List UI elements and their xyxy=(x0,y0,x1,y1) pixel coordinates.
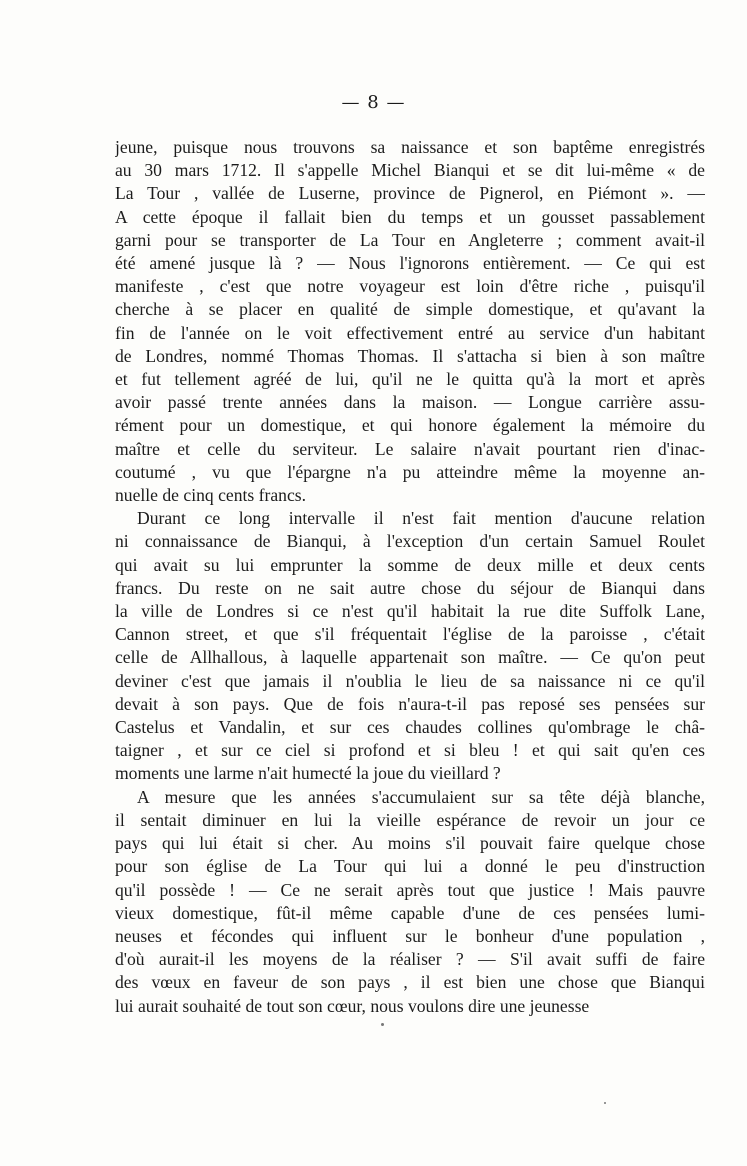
text-line: moments une larme n'ait humecté la joue du vieillard ? xyxy=(115,763,501,784)
text-line: jeune, puisque nous trouvons sa naissance et son baptême enregistrés xyxy=(115,137,705,157)
text-line: Durant ce long intervalle il n'est fait mention d'aucune relation xyxy=(137,508,705,529)
text-line: pays qui lui était si cher. Au moins s'il pouvait faire quelque chose xyxy=(115,833,705,854)
text-line: A mesure que les années s'accumulaient sur sa tête déjà blanche, xyxy=(137,786,705,807)
text-line: cherche à se placer en qualité de simple domestique, et qu'avant la xyxy=(115,299,705,320)
paragraph-3 xyxy=(115,786,705,1018)
text-line: la ville de Londres si ce n'est qu'il habitait la rue dite Suffolk Lane, xyxy=(115,601,705,622)
text-line: vieux domestique, fût-il même capable d'une de ces pensées lumi- xyxy=(115,902,705,923)
text-line: des vœux en faveur de son pays , il est bien une chose que Bianqui xyxy=(115,972,705,993)
text-line: manifeste , c'est que notre voyageur est loin d'être riche , puisqu'il xyxy=(115,276,705,297)
text-line: maître et celle du serviteur. Le salaire n'avait pourtant rien d'inac- xyxy=(115,438,705,459)
ink-speck xyxy=(604,1102,606,1104)
body-text xyxy=(115,136,705,1018)
text-line: deviner c'est que jamais il n'oublia le lieu de sa naissance ni ce qu'il xyxy=(115,670,705,691)
text-line: d'où aurait-il les moyens de la réaliser ? — S'il avait suffi de faire xyxy=(115,949,705,970)
text-line: il sentait diminuer en lui la vieille espérance de revoir un jour ce xyxy=(115,809,705,830)
text-line: Castelus et Vandalin, et sur ces chaudes collines qu'ombrage le châ- xyxy=(115,717,705,738)
text-line: La Tour , vallée de Luserne, province de Pignerol, en Piémont ». — xyxy=(115,183,705,204)
text-line: garni pour se transporter de La Tour en Angleterre ; comment avait-il xyxy=(115,229,705,250)
text-line: avoir passé trente années dans la maison. — Longue carrière assu- xyxy=(115,392,705,413)
text-line: qui avait su lui emprunter la somme de deux mille et deux cents xyxy=(115,554,705,575)
text-line: A cette époque il fallait bien du temps et un gousset passablement xyxy=(115,206,705,227)
text-line: qu'il possède ! — Ce ne serait après tout que justice ! Mais pauvre xyxy=(115,879,705,900)
text-line: pour son église de La Tour qui lui a donné le peu d'instruction xyxy=(115,856,705,877)
ink-speck xyxy=(381,1023,384,1026)
page-number: — 8 — xyxy=(341,92,406,113)
text-line: fin de l'année on le voit effectivement entré au service d'un habitant xyxy=(115,322,705,343)
text-line: Cannon street, et que s'il fréquentait l'église de la paroisse , c'était xyxy=(115,624,705,645)
text-line: de Londres, nommé Thomas Thomas. Il s'attacha si bien à son maître xyxy=(115,345,705,366)
text-line: nuelle de cinq cents francs. xyxy=(115,485,307,506)
paragraph-1 xyxy=(115,136,705,507)
text-line: celle de Allhallous, à laquelle appartenait son maître. — Ce qu'on peut xyxy=(115,647,705,668)
text-line: lui aurait souhaité de tout son cœur, nous voulons dire une jeunesse xyxy=(115,995,590,1016)
text-line: ni connaissance de Bianqui, à l'exception d'un certain Samuel Roulet xyxy=(115,531,705,552)
text-line: devait à son pays. Que de fois n'aura-t-il pas reposé ses pensées sur xyxy=(115,693,705,714)
paragraph-2 xyxy=(115,507,705,785)
text-line: au 30 mars 1712. Il s'appelle Michel Bianqui et se dit lui-même « de xyxy=(115,160,705,181)
text-line: été amené jusque là ? — Nous l'ignorons entièrement. — Ce qui est xyxy=(115,253,705,274)
text-line: francs. Du reste on ne sait autre chose du séjour de Bianqui dans xyxy=(115,577,705,598)
text-line: neuses et fécondes qui influent sur le bonheur d'une population , xyxy=(115,925,705,946)
text-line: rément pour un domestique, et qui honore également la mémoire du xyxy=(115,415,705,436)
text-line: et fut tellement agréé de lui, qu'il ne le quitta qu'à la mort et après xyxy=(115,369,705,390)
text-line: taigner , et sur ce ciel si profond et si bleu ! et qui sait qu'en ces xyxy=(115,740,705,761)
text-line: coutumé , vu que l'épargne n'a pu atteindre même la moyenne an- xyxy=(115,461,705,482)
